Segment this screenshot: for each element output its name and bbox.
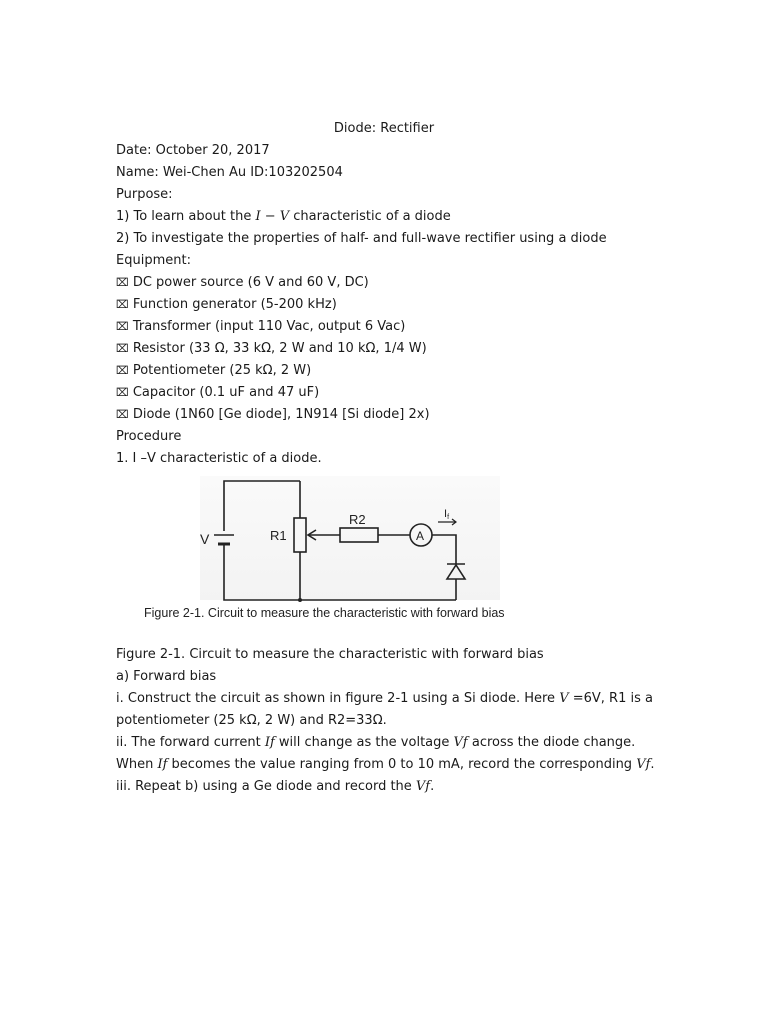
equipment-item-text: Potentiometer (25 kΩ, 2 W) bbox=[132, 363, 312, 378]
step-ii-math-if: If bbox=[264, 735, 275, 750]
missing-glyph-icon: ⌧ bbox=[116, 342, 129, 355]
step-iii-math-vf: Vf bbox=[415, 779, 431, 794]
step-i-line-1 bbox=[116, 690, 653, 708]
purpose-item-1-suffix: characteristic of a diode bbox=[289, 209, 451, 224]
step-iii-text-a: iii. Repeat b) using a Ge diode and record the bbox=[116, 779, 416, 794]
step-ii2-math-vf: Vf bbox=[636, 757, 651, 772]
missing-glyph-icon: ⌧ bbox=[116, 386, 129, 399]
circuit-diagram bbox=[140, 476, 540, 606]
equipment-item bbox=[116, 274, 369, 292]
step-ii2-text-a: When bbox=[116, 757, 158, 772]
equipment-item-text: DC power source (6 V and 60 V, DC) bbox=[132, 275, 369, 290]
junction-dot bbox=[298, 598, 302, 602]
procedure-heading: Procedure bbox=[116, 429, 182, 444]
potentiometer-r1 bbox=[294, 518, 306, 552]
equipment-item-text: Diode (1N60 [Ge diode], 1N914 [Si diode] 2x) bbox=[132, 407, 430, 422]
step-ii-line-2 bbox=[116, 756, 655, 774]
step-ii-math-vf: Vf bbox=[453, 735, 468, 750]
wire-left-bottom bbox=[224, 548, 300, 600]
label-v: V bbox=[200, 531, 210, 547]
equipment-item bbox=[116, 384, 319, 402]
label-ammeter: A bbox=[416, 529, 425, 543]
missing-glyph-icon: ⌧ bbox=[116, 298, 129, 311]
equipment-item bbox=[116, 318, 405, 336]
wire-left-loop bbox=[224, 481, 300, 531]
wire-ammeter-to-diode bbox=[432, 535, 456, 564]
forward-bias-heading: a) Forward bias bbox=[116, 669, 217, 684]
step-i-line-2: potentiometer (25 kΩ, 2 W) and R2=33Ω. bbox=[116, 713, 387, 728]
equipment-item-text: Function generator (5-200 kHz) bbox=[132, 297, 337, 312]
step-ii2-text-b: becomes the value ranging from 0 to 10 mA, record the corresponding bbox=[167, 757, 637, 772]
step-ii2-text-c: . bbox=[650, 757, 655, 772]
equipment-heading: Equipment: bbox=[116, 253, 191, 268]
missing-glyph-icon: ⌧ bbox=[116, 364, 129, 377]
missing-glyph-icon: ⌧ bbox=[116, 320, 129, 333]
circuit-figure bbox=[140, 476, 540, 628]
step-ii-line-1 bbox=[116, 734, 635, 752]
equipment-item bbox=[116, 296, 337, 314]
purpose-item-2: 2) To investigate the properties of half- and full-wave rectifier using a diode bbox=[116, 231, 607, 246]
step-i-math-v: V bbox=[559, 691, 569, 706]
purpose-heading: Purpose: bbox=[116, 187, 173, 202]
missing-glyph-icon: ⌧ bbox=[116, 276, 129, 289]
procedure-step-1: 1. I –V characteristic of a diode. bbox=[116, 451, 322, 466]
equipment-item bbox=[116, 406, 430, 424]
equipment-item-text: Capacitor (0.1 uF and 47 uF) bbox=[132, 385, 320, 400]
step-iii-line bbox=[116, 778, 434, 796]
equipment-item-text: Resistor (33 Ω, 33 kΩ, 2 W and 10 kΩ, 1/4 W) bbox=[132, 341, 427, 356]
name-line: Name: Wei-Chen Au ID:103202504 bbox=[116, 165, 343, 180]
diode-triangle bbox=[447, 565, 465, 579]
label-if: If bbox=[444, 508, 450, 521]
date-line: Date: October 20, 2017 bbox=[116, 143, 270, 158]
figure-caption: Figure 2-1. Circuit to measure the characteristic with forward bias bbox=[144, 606, 505, 620]
purpose-item-1-prefix: 1) To learn about the bbox=[116, 209, 256, 224]
step-ii-text-c: across the diode change. bbox=[467, 735, 636, 750]
label-r1: R1 bbox=[270, 528, 287, 543]
label-r2: R2 bbox=[349, 512, 366, 527]
step-ii-text-b: will change as the voltage bbox=[274, 735, 454, 750]
step-ii-text-a: ii. The forward current bbox=[116, 735, 265, 750]
equipment-item-text: Transformer (input 110 Vac, output 6 Vac) bbox=[132, 319, 406, 334]
purpose-item-1-math: I − V bbox=[255, 209, 290, 224]
missing-glyph-icon: ⌧ bbox=[116, 408, 129, 421]
step-i-text-b: =6V, R1 is a bbox=[568, 691, 653, 706]
purpose-item-1 bbox=[116, 208, 451, 226]
step-i-text-a: i. Construct the circuit as shown in figure 2-1 using a Si diode. Here bbox=[116, 691, 560, 706]
step-ii2-math-if: If bbox=[157, 757, 168, 772]
equipment-item bbox=[116, 362, 311, 380]
figure-caption-text: Figure 2-1. Circuit to measure the characteristic with forward bias bbox=[116, 647, 544, 662]
equipment-item bbox=[116, 340, 427, 358]
page-title: Diode: Rectifier bbox=[333, 121, 435, 136]
step-iii-text-b: . bbox=[430, 779, 435, 794]
resistor-r2 bbox=[340, 528, 378, 542]
